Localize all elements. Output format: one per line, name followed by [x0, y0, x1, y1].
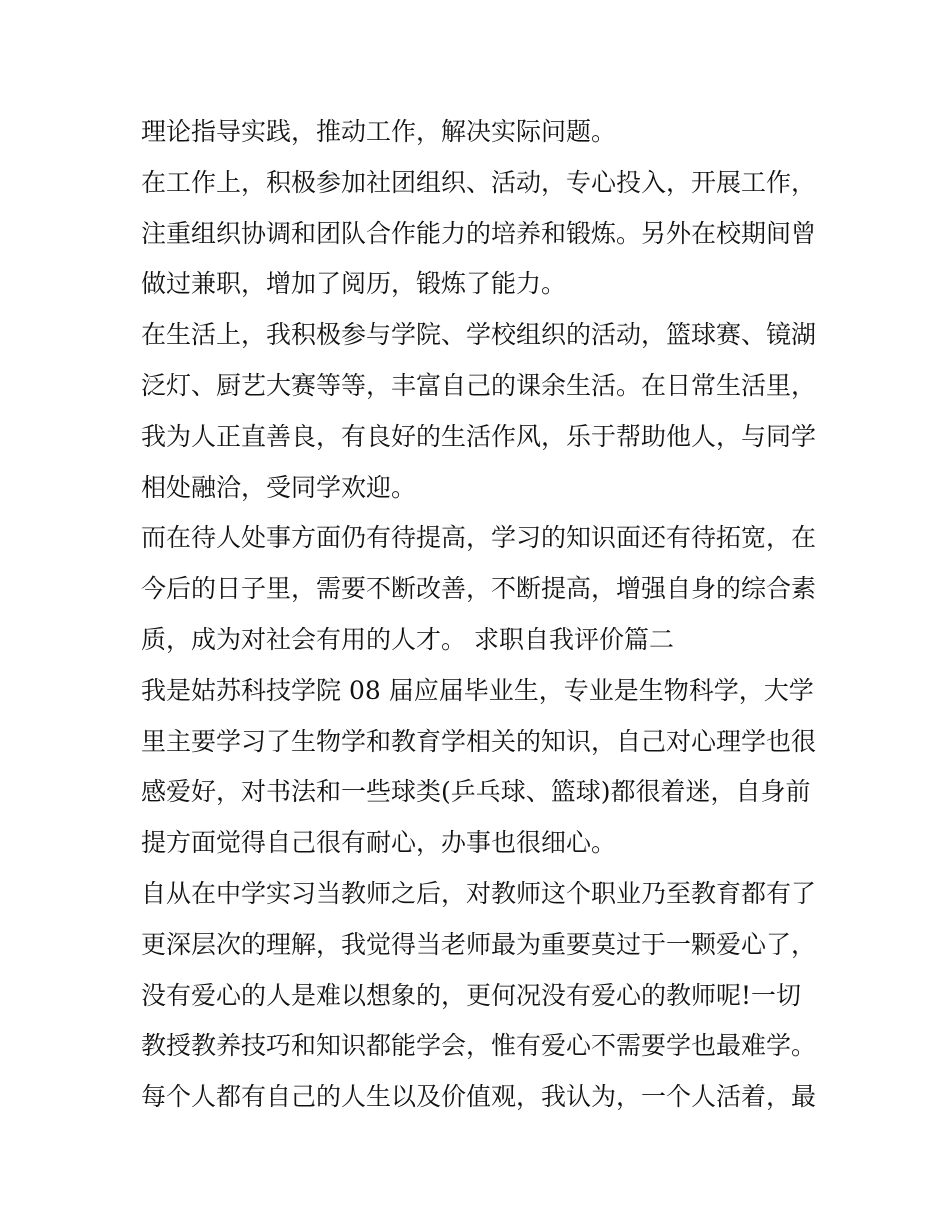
text-line: 感爱好，对书法和一些球类(乒乓球、篮球)都很着迷，自身前: [141, 777, 811, 807]
text-line: 做过兼职，增加了阅历，锻炼了能力。: [141, 269, 567, 299]
text-line: 每个人都有自己的人生以及价值观，我认为，一个人活着，最: [141, 1082, 817, 1112]
text-line: 没有爱心的人是难以想象的，更何况没有爱心的教师呢!一切: [141, 980, 802, 1010]
text-line: 今后的日子里，需要不断改善，不断提高，增强自身的综合素: [141, 574, 817, 604]
text-line: 质，成为对社会有用的人才。 求职自我评价篇二: [141, 624, 674, 654]
text-line: 理论指导实践，推动工作，解决实际问题。: [141, 117, 617, 146]
text-line: 泛灯、厨艺大赛等等，丰富自己的课余生活。在日常生活里，: [141, 370, 817, 400]
text-line: 相处融洽，受同学欢迎。: [141, 472, 417, 502]
text-line: 而在待人处事方面仍有待提高，学习的知识面还有待拓宽，在: [141, 523, 817, 553]
text-line: 教授教养技巧和知识都能学会，惟有爱心不需要学也最难学。: [141, 1031, 817, 1061]
text-line: 更深层次的理解，我觉得当老师最为重要莫过于一颗爱心了，: [141, 929, 817, 959]
text-line: 在工作上，积极参加社团组织、活动，专心投入，开展工作，: [141, 167, 817, 197]
text-line: 注重组织协调和团队合作能力的培养和锻炼。另外在校期间曾: [141, 218, 817, 248]
text-line: 我为人正直善良，有良好的生活作风，乐于帮助他人，与同学: [141, 421, 817, 451]
document-body: [141, 107, 821, 1123]
text-line: 里主要学习了生物学和教育学相关的知识，自己对心理学也很: [141, 726, 817, 756]
text-line: 自从在中学实习当教师之后，对教师这个职业乃至教育都有了: [141, 878, 817, 908]
text-line: 在生活上，我积极参与学院、学校组织的活动，篮球赛、镜湖: [141, 320, 817, 350]
text-line: 我是姑苏科技学院 08 届应届毕业生，专业是生物科学，大学: [141, 675, 814, 705]
text-line: 提方面觉得自己很有耐心，办事也很细心。: [141, 828, 617, 858]
